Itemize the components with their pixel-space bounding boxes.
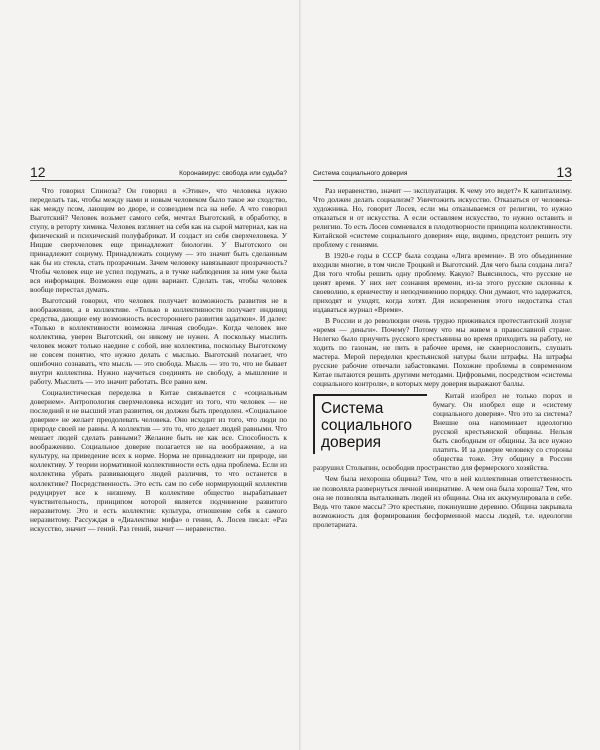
running-title: Система социального доверия <box>313 170 408 177</box>
left-page <box>0 0 299 750</box>
section <box>313 391 572 528</box>
paragraph: Выготский говорил, что человек получает возможность развития не в воображении, а в коллективе. «Только в коллективности получает индивид средства, дающие ему возможность всестороннего развития задатков». И далее: «Только в коллективности возможна личная свобода». Когда человек вне коллектива, уверен Выготский, он никому не нужен. А поскольку мыслить человек может только наедине с собой, вне коллектива, поскольку Выготскому не совсем понятно, что нужно делать с мыслью. Выготский полагает, что ошибочно сознавать, что мысль — это свобода. Мысль — это то, что не бывает внутри коллектива. Нужно научиться соединять не свободу, а мышление и работу. Мыслить — это значит работать. Все равно кем. <box>30 296 287 387</box>
paragraph: Чем была нехороша община? Тем, что в ней коллективная ответственность не позволяла развернуться личной инициативе. А чем она была хороша? Тем, что она не позволяла выталкивать людей из общины. Она их аккумулировала в себе. Ведь что такое массы? Это крестьяне, покинувшие деревню. Община закрывала возможность для формирования бесформенной массы людей, т.е. идеологии пролетариата. <box>313 474 572 529</box>
paragraph: В России и до революции очень трудно приживался протестантский лозунг «время — деньги». Почему? Потому что мы живем в православной стране. Нелегко было приучить русского крестьянина во время приходить на работу, не ходить по газонам, не пить в рабочее время, не сквернословить, слушать мастера. Мерой переделки крестьянской натуры были штрафы. На штрафы русские рабочие отвечали забастовками. Похожие проблемы в современном Китае пытаются решить другими методами. Цифровыми, посредством «системы социального контроля», в которых меру доверия выражают баллы. <box>313 316 572 389</box>
left-page-body <box>30 186 287 533</box>
paragraph: Раз неравенство, значит — эксплуатация. К чему это ведет?» К капитализму. Что должен делать социализм? Уничтожить искусство. Отказаться от человека-художника. Но, говорит Лосев, если мы отказываемся от религии, то нужно отказаться и от искусства. А если оставляем искусство, то нужно оставить и религию. То есть Лосев сомневался в плодотворности принципа коллективности. Китайской «системе социального доверия» еще, видимо, предстоит решить эту проблему с гениями. <box>313 186 572 250</box>
paragraph: Что говорил Спиноза? Он говорил в «Этике», что человека нужно переделать так, чтобы между нами и новым человеком было такое же сходство, как между псом, лающим во дворе, и созвездием пса на небе. А что говорил Выготский? Человек возьмет самого себя, мечтал Выготский, в обработку, в ступу, в реторту химика. Человек взглянет на себя как на сырой материал, как на физический и психический полуфабрикат. И создаст из себя сверхчеловека. У Ницше сверхчеловек еще принадлежит биологии. У Выготского он принадлежит социуму. Принадлежать социуму — это значит быть сделанным как бы из стекла, стать прозрачным. Зачем человеку навязывают прозрачность? Чтобы человек еще не успел подумать, а в тучке наблюдения за ним уже была вся информация. Возможен еще один вариант. Сделать так, чтобы человек вообще перестал думать. <box>30 186 287 295</box>
page-number: 13 <box>556 164 572 180</box>
right-page-body <box>313 186 572 529</box>
paragraph: Социалистическая переделка в Китае связывается с «социальным доверием». Антропология сверхчеловека исходит из того, что человек — не последний и не высший этап развития, он должен быть преодолен. «Социальное доверие» не желает преодолевать человека. Оно исходит из того, что люди по природе своей не равны. А коллектив — это то, что делает людей равными. Что мешает людей сделать равными? Желание быть не как все. Способность к воображению. Социальное доверие полагается не на воображение, а на культуру, на приведение всех к норме. Норма не принадлежит ни природе, ни коллективу. У теории нормативной коллективности есть одна проблема. Если из коллектива убрать развивающего людей различия, то что останется в коллективе? Посредственность. Это есть сам по себе нормирующий коллектив редуцирует все к низшему. В коллективе общество вырабатывает чувствительность, принципом которой является подчинение развитого неразвитому. Это и есть коллектив: культура, отношение себя к самого неразвитому. Рассуждая в «Диалектике мифа» о гении, А. Лосев писал: «Раз искусство, значит — гений. Раз гений, значит — неравенство. <box>30 388 287 533</box>
paragraph: В 1920-е годы в СССР была создана «Лига времени». В это объединение входили многие, в том числе Троцкий и Выготский. Для чего была создана лига? Для того чтобы решить одну проблему. Какую? Выяснилось, что русские не ценят время. У них нет сознания времени, из-за этого русские склонны к своеволию, к ерничеству и неподчинению порядку. Они думают, что задержатся, приходят и уходят, когда хотят. Для искоренения этого недостатка стал издаваться журнал «Время». <box>313 251 572 315</box>
left-page-header <box>30 160 287 181</box>
paragraph: Китай изобрел не только порох и бумагу. Он изобрел еще и «систему социального доверия». Что это за система? Внешне она напоминает идеологию русской крестьянской общины. Нельзя быть свободным от общины. За все нужно платить. И за доверие человеку со стороны общества тоже. Эту общину в России разрушил Столыпин, освободив пространство для фермерского хозяйства. <box>313 391 572 473</box>
page-number: 12 <box>30 164 46 180</box>
section-heading-box <box>313 394 427 454</box>
right-page <box>301 0 600 750</box>
section-title: Система социального доверия <box>321 400 412 452</box>
right-page-header <box>313 160 572 181</box>
running-title: Коронавирус: свобода или судьба? <box>179 170 287 177</box>
